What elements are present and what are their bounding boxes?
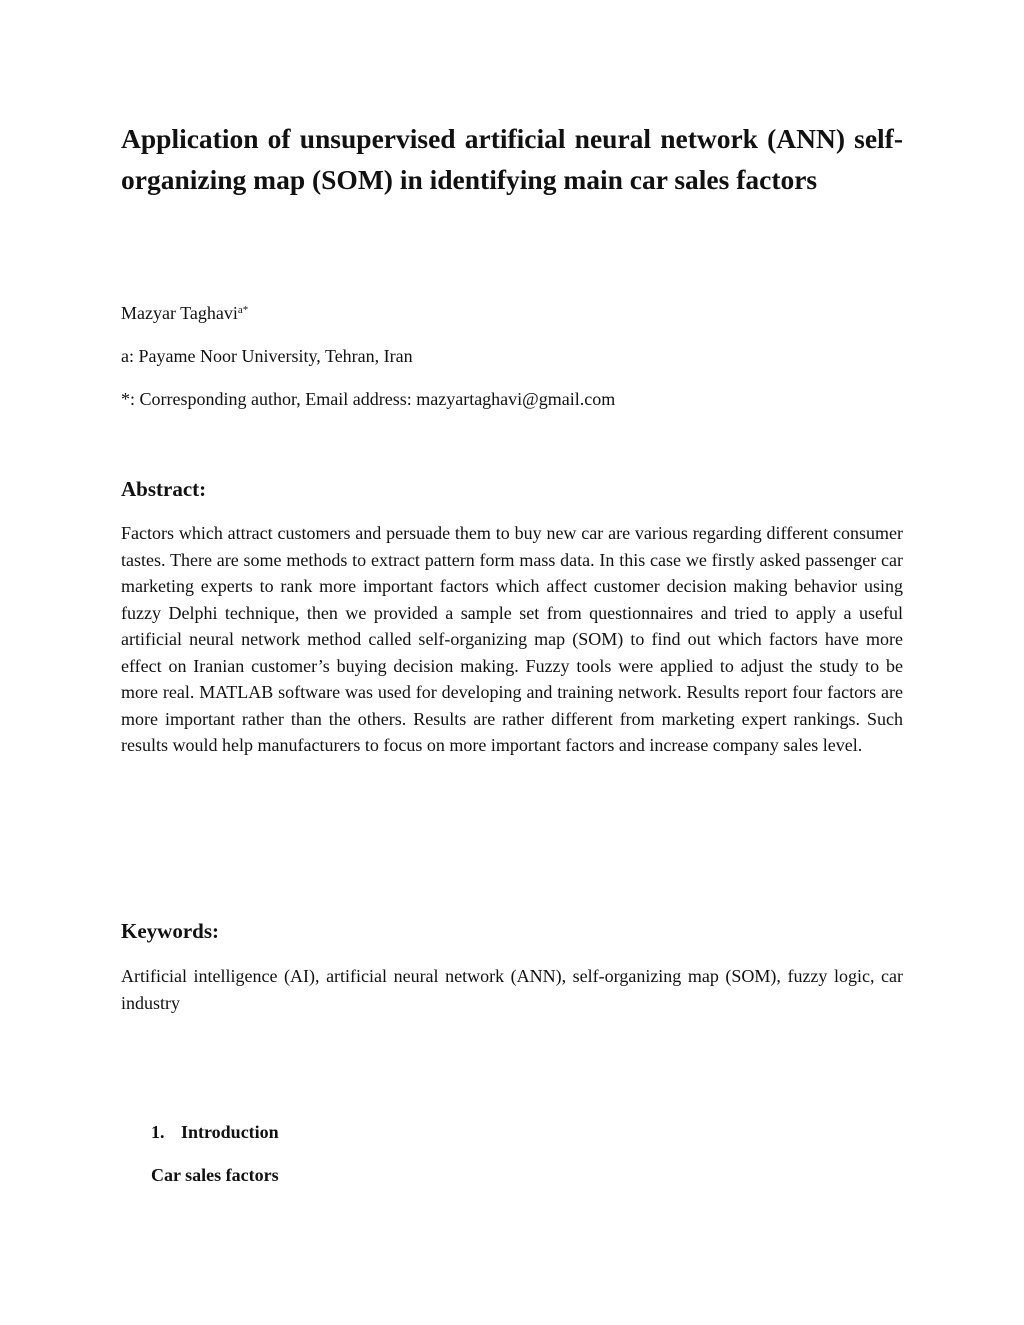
- affiliation: a: Payame Noor University, Tehran, Iran: [121, 346, 413, 366]
- abstract-text: Factors which attract customers and persuade them to buy new car are various regarding different consumer tastes. There are some methods to extract pattern form mass data. In this case we firstly asked passenger car marketing experts to rank more important factors which affect customer decision making behavior using fuzzy Delphi technique, then we provided a sample set from questionnaires and tried to apply a useful artificial neural network method called self-organizing map (SOM) to find out which factors have more effect on Iranian customer’s buying decision making. Fuzzy tools were applied to adjust the study to be more real. MATLAB software was used for developing and training network. Results report four factors are more important rather than the others. Results are rather different from marketing expert rankings. Such results would help manufacturers to focus on more important factors and increase company sales level.: [121, 523, 903, 755]
- paper-title: Application of unsupervised artificial neural network (ANN) self-organizing map (SOM) in identifying main car sales factors: [121, 123, 903, 195]
- section-heading-introduction: [151, 1121, 279, 1143]
- author-line: [121, 302, 248, 324]
- abstract-heading: Abstract:: [121, 477, 207, 501]
- author-marks: a*: [237, 304, 249, 316]
- section-number: 1.: [151, 1122, 165, 1142]
- author-name: Mazyar Taghavi: [121, 303, 238, 323]
- keywords-text: Artificial intelligence (AI), artificial neural network (ANN), self-organizing map (SOM), fuzzy logic, car industry: [121, 966, 903, 1013]
- corresponding-author: *: Corresponding author, Email address: mazyartaghavi@gmail.com: [121, 389, 616, 409]
- section-title: Introduction: [181, 1122, 279, 1142]
- subsection-heading: Car sales factors: [151, 1165, 279, 1185]
- keywords-heading: Keywords:: [121, 919, 219, 943]
